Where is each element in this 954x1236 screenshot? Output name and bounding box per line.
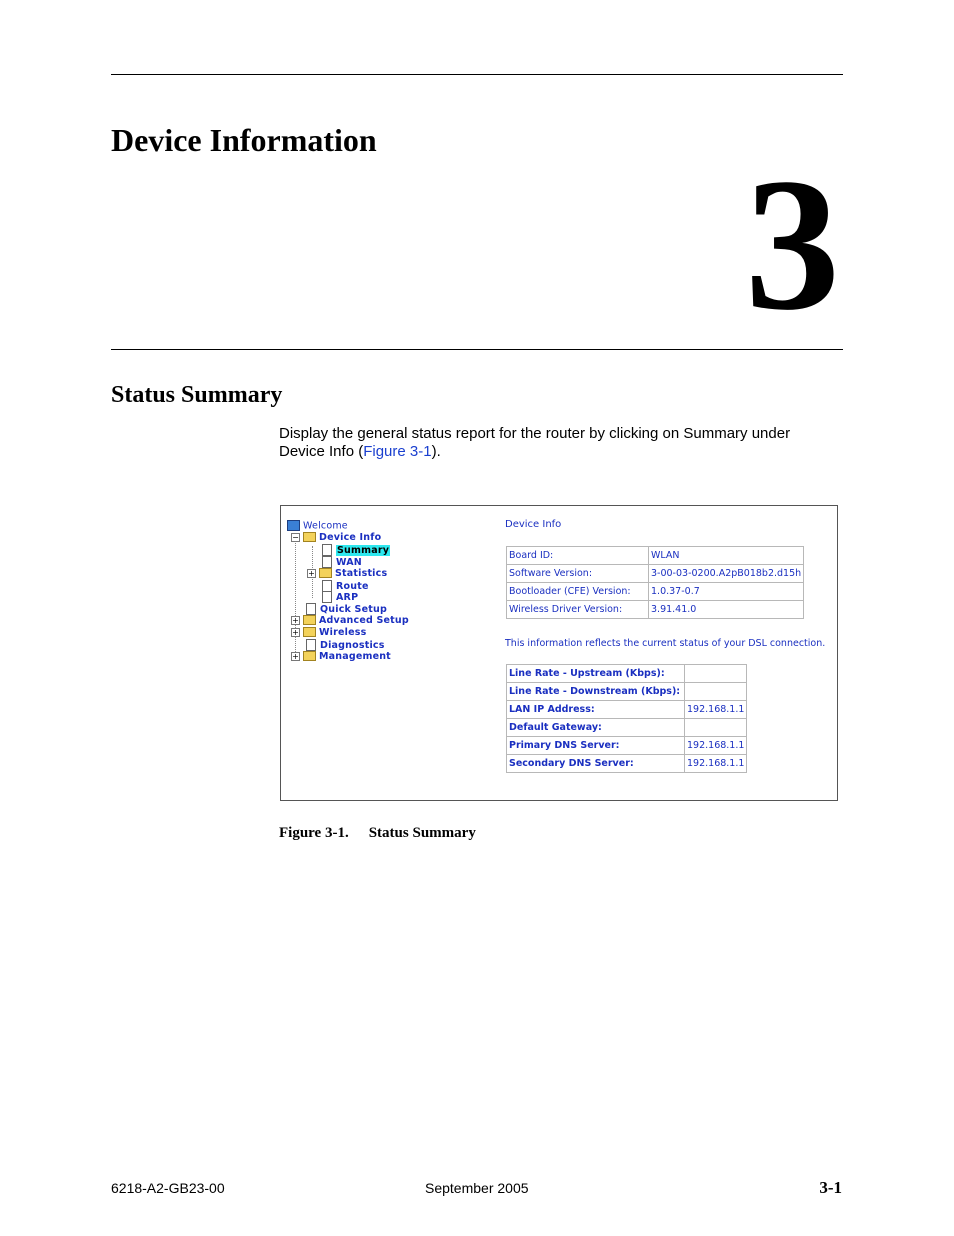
device-info-table <box>506 546 804 619</box>
row-value: 3-00-03-0200.A2pB018b2.d15h <box>649 565 804 583</box>
row-value: 192.168.1.1 <box>685 755 747 773</box>
row-label: LAN IP Address: <box>507 701 685 719</box>
row-value <box>685 719 747 737</box>
nav-tree <box>281 506 481 706</box>
top-rule <box>111 74 843 75</box>
row-label: Board ID: <box>507 547 649 565</box>
tree-item-quick-setup[interactable]: Quick Setup <box>306 603 387 615</box>
page-icon <box>306 639 316 651</box>
connection-status-table <box>506 664 747 773</box>
page-icon <box>322 544 332 556</box>
tree-item-arp[interactable]: ARP <box>322 591 358 603</box>
section-title: Status Summary <box>111 382 283 408</box>
table-row <box>507 565 804 583</box>
chapter-title: Device Information <box>111 122 377 158</box>
status-note: This information reflects the current status of your DSL connection. <box>505 638 826 649</box>
table-row <box>507 755 747 773</box>
expand-icon[interactable]: + <box>292 615 299 625</box>
table-row <box>507 719 747 737</box>
folder-icon <box>303 651 316 661</box>
caption-number: Figure 3-1. <box>279 825 349 841</box>
tree-item-route[interactable]: Route <box>322 580 369 592</box>
row-value <box>685 683 747 701</box>
row-label: Line Rate - Upstream (Kbps): <box>507 665 685 683</box>
status-summary-screenshot <box>280 505 838 801</box>
row-label: Line Rate - Downstream (Kbps): <box>507 683 685 701</box>
row-value: 3.91.41.0 <box>649 601 804 619</box>
table-row <box>507 665 747 683</box>
computer-icon <box>287 520 300 531</box>
expand-icon[interactable]: + <box>292 627 299 637</box>
collapse-icon[interactable]: − <box>292 532 299 542</box>
tree-item-statistics[interactable]: + Statistics <box>308 568 388 579</box>
caption-title: Status Summary <box>368 825 476 841</box>
page-icon <box>306 603 316 615</box>
figure-link[interactable]: Figure 3-1 <box>363 443 432 460</box>
row-label: Secondary DNS Server: <box>507 755 685 773</box>
folder-icon <box>303 627 316 637</box>
table-row <box>507 601 804 619</box>
footer-date: September 2005 <box>425 1180 529 1196</box>
body-text-before: Display the general status report for the router by clicking on Summary under Device Info ( <box>279 425 791 460</box>
row-label: Bootloader (CFE) Version: <box>507 583 649 601</box>
tree-item-summary[interactable]: Summary <box>322 544 390 556</box>
folder-icon <box>319 568 332 578</box>
table-row <box>507 547 804 565</box>
section-rule <box>111 349 843 350</box>
page-icon <box>322 591 332 603</box>
body-text-after: ). <box>431 443 441 460</box>
row-value: 1.0.37-0.7 <box>649 583 804 601</box>
page-icon <box>322 556 332 568</box>
folder-icon <box>303 615 316 625</box>
expand-icon[interactable]: + <box>292 651 299 661</box>
tree-item-advanced-setup[interactable]: + Advanced Setup <box>292 615 409 626</box>
tree-item-wan[interactable]: WAN <box>322 556 362 568</box>
row-label: Primary DNS Server: <box>507 737 685 755</box>
footer-doc-id: 6218-A2-GB23-00 <box>111 1180 225 1196</box>
expand-icon[interactable]: + <box>308 568 315 578</box>
panel-title: Device Info <box>505 519 562 530</box>
tree-item-diagnostics[interactable]: Diagnostics <box>306 639 385 651</box>
tree-item-management[interactable]: + Management <box>292 651 391 662</box>
row-value <box>685 665 747 683</box>
chapter-number: 3 <box>745 140 840 350</box>
row-value: 192.168.1.1 <box>685 737 747 755</box>
body-paragraph <box>279 425 839 461</box>
figure-caption <box>279 825 476 842</box>
tree-item-welcome[interactable]: Welcome <box>287 520 348 532</box>
page-number: 3-1 <box>819 1178 842 1197</box>
row-label: Software Version: <box>507 565 649 583</box>
folder-open-icon <box>303 532 316 542</box>
row-value: WLAN <box>649 547 804 565</box>
row-label: Wireless Driver Version: <box>507 601 649 619</box>
tree-item-device-info[interactable]: − Device Info <box>292 532 382 543</box>
tree-item-wireless[interactable]: + Wireless <box>292 627 367 638</box>
table-row <box>507 737 747 755</box>
table-row <box>507 583 804 601</box>
row-value: 192.168.1.1 <box>685 701 747 719</box>
table-row <box>507 683 747 701</box>
row-label: Default Gateway: <box>507 719 685 737</box>
table-row <box>507 701 747 719</box>
